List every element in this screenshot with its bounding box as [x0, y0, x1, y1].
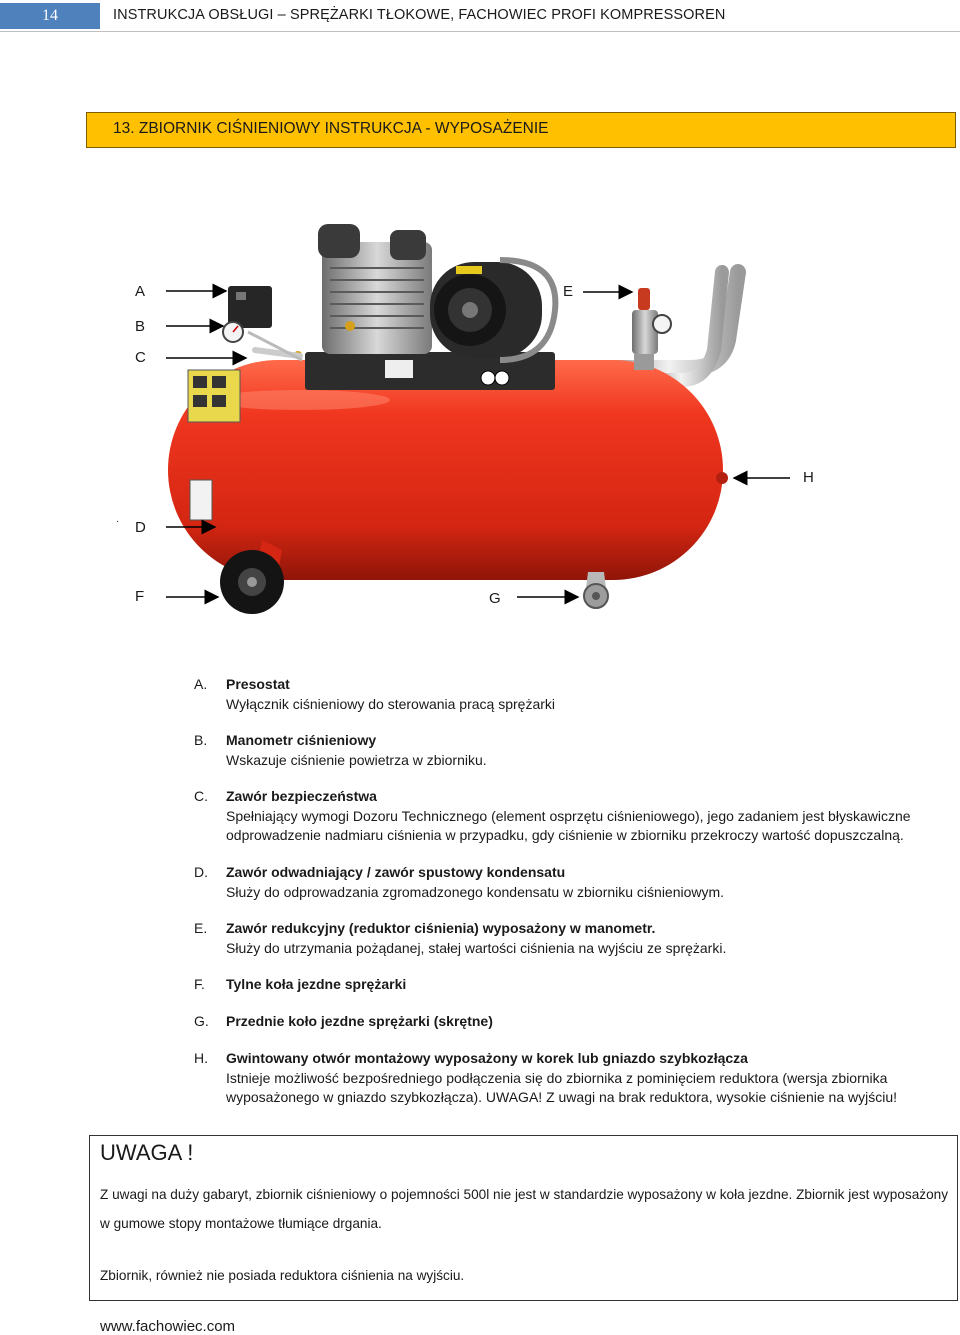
section-title: 13. ZBIORNIK CIŚNIENIOWY INSTRUKCJA - WYPOSAŻENIE — [113, 120, 549, 137]
legend-title: Tylne koła jezdne sprężarki — [226, 976, 407, 992]
callout-label-b: B — [135, 318, 146, 335]
compressor-illustration — [0, 200, 960, 640]
legend-letter: H. — [194, 1050, 208, 1066]
pressure-regulator — [632, 288, 671, 370]
legend-letter: B. — [194, 732, 208, 748]
callout-label-d: D — [135, 519, 146, 536]
section-banner — [86, 112, 956, 148]
legend-title: Przednie koło jezdne sprężarki (skrętne) — [226, 1013, 493, 1029]
legend-letter: A. — [194, 676, 208, 692]
compressor-figure — [0, 200, 960, 640]
electric-motor — [430, 260, 555, 360]
legend-title: Zawór bezpieczeństwa — [226, 788, 377, 804]
legend-description: Wyłącznik ciśnieniowy do sterowania pracą sprężarki — [226, 695, 556, 712]
callout-label-g: G — [489, 590, 501, 607]
legend-description: Wskazuje ciśnienie powietrza w zbiorniku. — [226, 751, 487, 768]
footer-website-link[interactable]: www.fachowiec.com — [100, 1318, 236, 1335]
callout-label-c: C — [135, 349, 146, 366]
note-paragraph: Z uwagi na duży gabaryt, zbiornik ciśnieniowy o pojemności 500l nie jest w standardzie wyposażony w koła jezdne. Zbiornik jest wyposażony w gumowe stopy montażowe tłumiące drgania. — [100, 1187, 948, 1231]
note-heading: UWAGA ! — [100, 1140, 194, 1165]
legend-description: Służy do odprowadzania zgromadzonego kondensatu w zbiorniku ciśnieniowym. — [226, 883, 725, 900]
legend-letter: F. — [194, 976, 205, 992]
legend-letter: G. — [194, 1013, 209, 1029]
certification-mark — [481, 371, 495, 385]
legend-description: Istnieje możliwość bezpośredniego podłączenia się do zbiornika z pominięciem reduktora (wersja zbiornika wyposażonego w gniazdo szybkozłącza). UWAGA! Z uwagi na brak reduktora, wysokie ciśnienie na wyjściu! — [226, 1069, 898, 1105]
air-tank — [168, 360, 728, 580]
document-header-title: INSTRUKCJA OBSŁUGI – SPRĘŻARKI TŁOKOWE, FACHOWIEC PROFI KOMPRESSOREN — [113, 7, 726, 23]
legend-letter: C. — [194, 788, 208, 804]
callout-label-e: E — [563, 283, 574, 300]
callout-dot: · — [116, 516, 120, 527]
callout-label-a: A — [135, 283, 146, 300]
warning-note-box — [89, 1135, 958, 1301]
legend-letter: E. — [194, 920, 208, 936]
legend-title: Zawór redukcyjny (reduktor ciśnienia) wyposażony w manometr. — [226, 920, 656, 936]
outlet-plug — [716, 472, 728, 484]
legend-description: Spełniający wymogi Dozoru Technicznego (element osprzętu ciśnieniowego), jego zadaniem jest błyskawiczne odprowadzenie nadmiaru ciśnienia w przypadku, gdy ciśnienie w zbiorniku przekroczy wartość dopuszczalną. — [226, 807, 911, 843]
legend-letter: D. — [194, 864, 208, 880]
legend-title: Presostat — [226, 676, 290, 692]
legend-title: Zawór odwadniający / zawór spustowy kondensatu — [226, 864, 566, 880]
legend-title: Manometr ciśnieniowy — [226, 732, 377, 748]
callout-label-h: H — [803, 469, 814, 486]
front-caster — [584, 572, 608, 608]
legend-title: Gwintowany otwór montażowy wyposażony w korek lub gniazdo szybkozłącza — [226, 1050, 748, 1066]
rating-label — [385, 360, 413, 378]
page-number: 14 — [0, 3, 100, 29]
note-paragraph: Zbiornik, również nie posiada reduktora ciśnienia na wyjściu. — [100, 1268, 465, 1283]
legend-description: Służy do utrzymania pożądanej, stałej wartości ciśnienia na wyjściu ze sprężarki. — [226, 939, 727, 956]
callout-label-f: F — [135, 588, 145, 605]
header-divider — [0, 31, 960, 32]
pump-head — [294, 224, 432, 359]
pressure-switch-assembly — [223, 286, 302, 360]
